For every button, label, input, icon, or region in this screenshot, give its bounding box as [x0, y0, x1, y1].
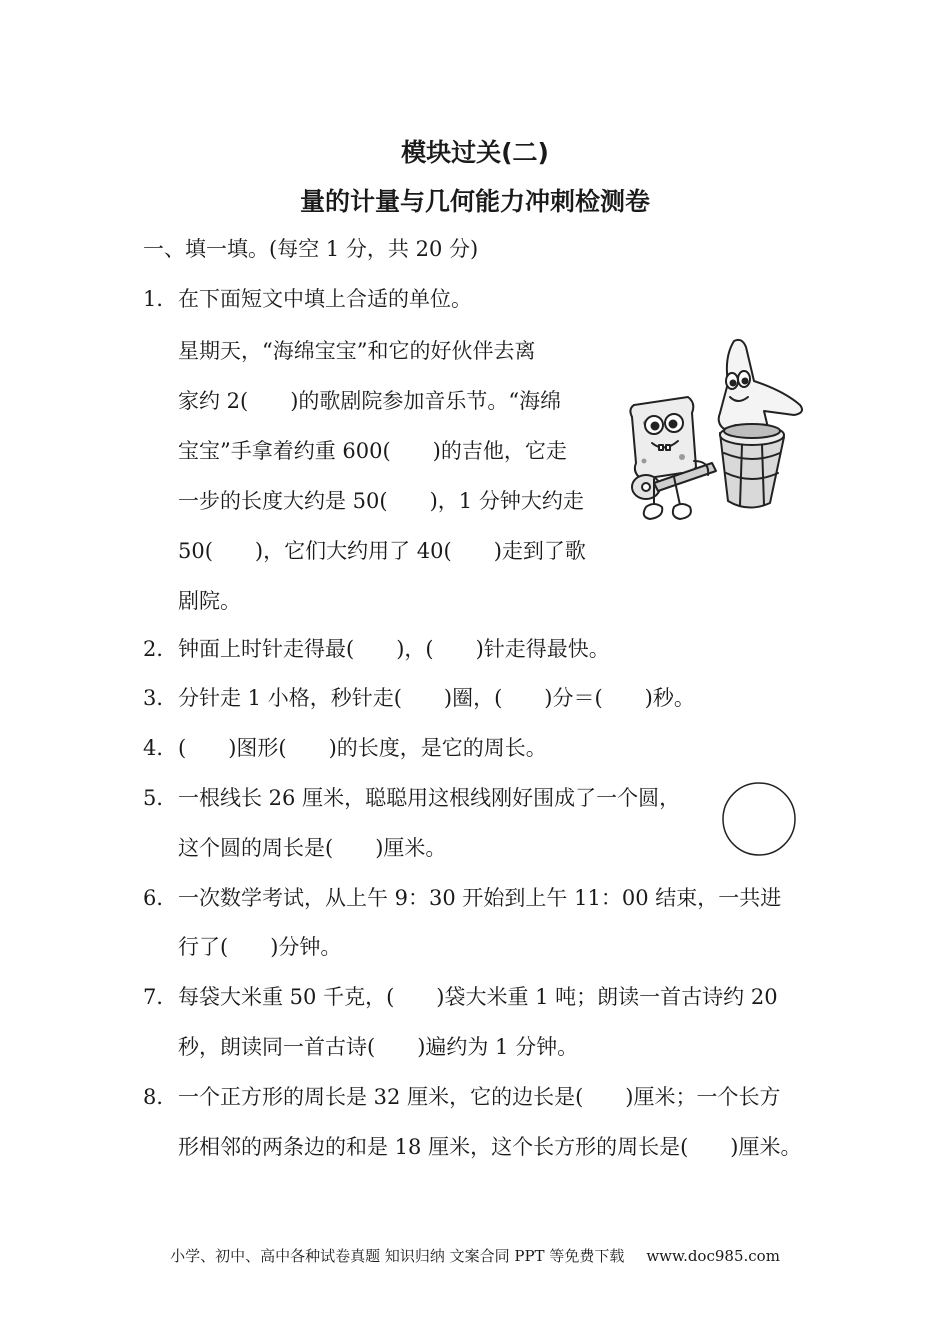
q3-number: 3．	[143, 686, 178, 710]
q1-prompt: 在下面短文中填上合适的单位。	[178, 287, 472, 311]
circle-figure	[721, 781, 797, 857]
page-title: 模块过关(二)	[401, 138, 549, 167]
q1-passage-line: 宝宝”手拿着约重 600( )的吉他，它走	[178, 439, 567, 463]
q1-passage-line: 50( )，它们大约用了 40( )走到了歌	[178, 539, 586, 563]
q1-number: 1．	[143, 287, 178, 311]
q1-passage-line: 星期天，“海绵宝宝”和它的好伙伴去离	[178, 339, 536, 363]
q7-number: 7．	[143, 985, 178, 1009]
q3-text: 分针走 1 小格，秒针走( )圈，( )分＝( )秒。	[178, 686, 695, 710]
cartoon-illustration	[624, 333, 814, 528]
q8-line: 形相邻的两条边的和是 18 厘米，这个长方形的周长是( )厘米。	[178, 1135, 802, 1159]
page-footer	[0, 1245, 950, 1266]
q2-text: 钟面上时针走得最( )，( )针走得最快。	[178, 637, 610, 661]
q1-passage-line: 一步的长度大约是 50( )，1 分钟大约走	[178, 489, 584, 513]
q6-line: 一次数学考试，从上午 9：30 开始到上午 11：00 结束，一共进	[178, 886, 782, 910]
q5-number: 5．	[143, 786, 178, 810]
page-subtitle: 量的计量与几何能力冲刺检测卷	[299, 187, 650, 216]
q2-number: 2．	[143, 637, 178, 661]
q8-number: 8．	[143, 1085, 178, 1109]
footer-url-link[interactable]: www.doc985.com	[646, 1247, 780, 1265]
q1-passage-line: 家约 2( )的歌剧院参加音乐节。“海绵	[178, 389, 562, 413]
q4-text: ( )图形( )的长度，是它的周长。	[178, 736, 547, 760]
q5-line: 这个圆的周长是( )厘米。	[178, 836, 447, 860]
q6-line: 行了( )分钟。	[178, 935, 342, 959]
q1-passage-line: 剧院。	[178, 589, 241, 613]
q6-number: 6．	[143, 886, 178, 910]
q7-line: 秒，朗读同一首古诗( )遍约为 1 分钟。	[178, 1035, 579, 1059]
q4-number: 4．	[143, 736, 178, 760]
q5-line: 一根线长 26 厘米，聪聪用这根线刚好围成了一个圆，	[178, 786, 681, 810]
section-heading: 一、填一填。(每空 1 分，共 20 分)	[143, 237, 479, 261]
q8-line: 一个正方形的周长是 32 厘米，它的边长是( )厘米；一个长方	[178, 1085, 781, 1109]
q7-line: 每袋大米重 50 千克，( )袋大米重 1 吨；朗读一首古诗约 20	[178, 985, 778, 1009]
footer-text: 小学、初中、高中各种试卷真题 知识归纳 文案合同 PPT 等免费下载	[170, 1247, 625, 1265]
